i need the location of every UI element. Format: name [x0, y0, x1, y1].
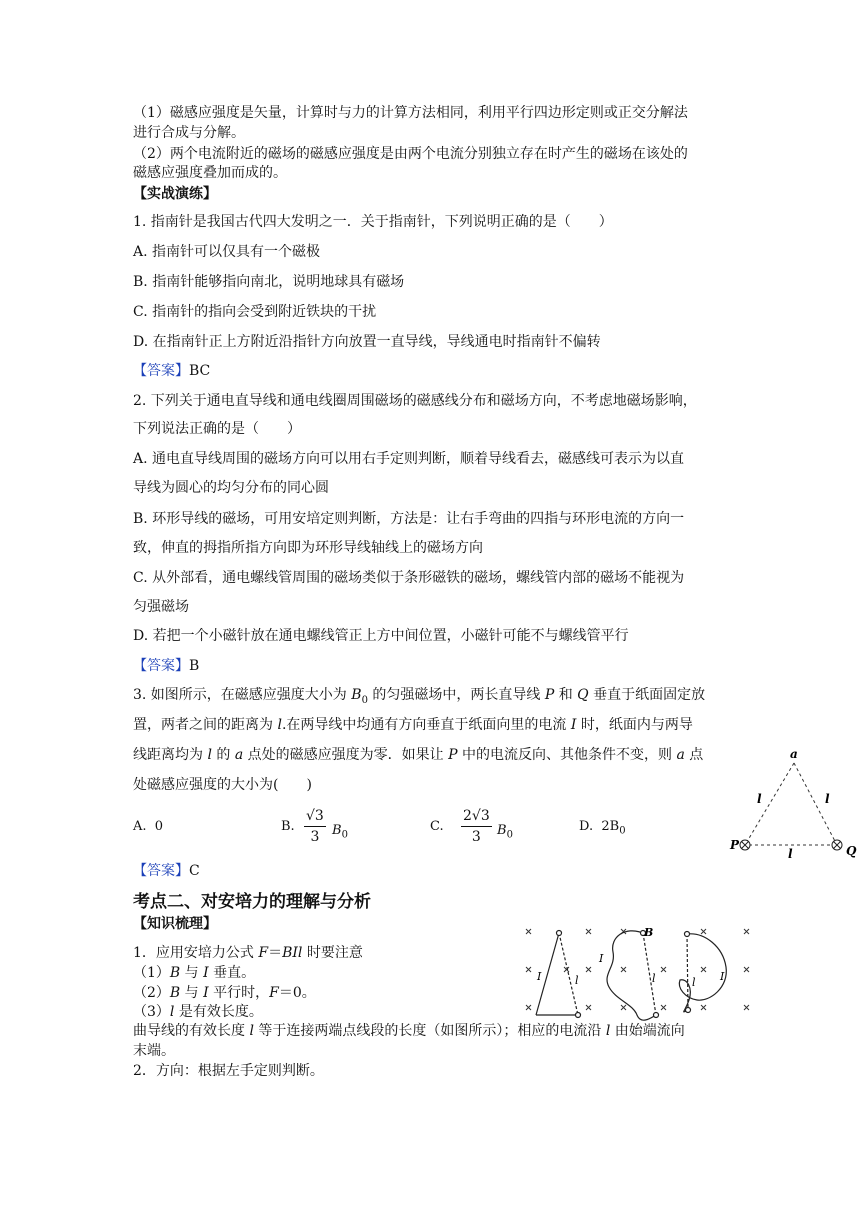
q3-stem-line-2: 置，两者之间的距离为 l.在两导线中均通有方向垂直于纸面向里的电流 I 时，纸面内与两导 — [133, 717, 693, 733]
label-p: P — [730, 838, 740, 852]
q3-stem-line-3: 线距离均为 l 的 a 点处的磁感应强度为零．如果让 P 中的电流反向、其他条件不变，则 a 点 — [133, 747, 704, 763]
label-i-1: I — [537, 970, 542, 983]
q3-choice-a: A. 0 — [133, 819, 164, 834]
q3-choice-d: D. $2B_0$ — [579, 819, 626, 837]
q2-stem-line-2: 下列说法正确的是（ ） — [133, 421, 301, 437]
label-l-bottom: l — [788, 847, 793, 860]
q2-option-d: D. 若把一个小磁针放在通电螺线管正上方中间位置，小磁针可能不与螺线管平行 — [133, 628, 629, 644]
q2-answer-value: B — [189, 658, 200, 674]
q3-choice-b-label: B. — [281, 819, 295, 834]
q2-option-b-line-1: B. 环形导线的磁场，可用安培定则判断，方法是：让右手弯曲的四指与环形电流的方向一 — [133, 511, 685, 527]
q3-stem-line-4: 处磁感应强度的大小为( ) — [133, 777, 312, 793]
label-a: a — [790, 747, 798, 761]
line-a-q — [794, 763, 837, 845]
label-l-2: l — [652, 972, 656, 985]
section-subheading: 【知识梳理】 — [133, 916, 217, 932]
q1-option-c: C. 指南针的指向会受到附近铁块的干扰 — [133, 304, 377, 320]
q2-option-c-line-1: C. 从外部看，通电螺线管周围的磁场类似于条形磁铁的磁场，螺线管内部的磁场不能视为 — [133, 570, 685, 586]
label-l-1: l — [575, 974, 579, 987]
answer-tag: 【答案】 — [133, 658, 189, 674]
label-l-left: l — [757, 792, 762, 806]
line-a-p — [745, 763, 794, 845]
straight-wire-shape — [536, 931, 581, 1018]
answer-tag: 【答案】 — [133, 363, 189, 379]
q1-option-d: D. 在指南针正上方附近沿指针方向放置一直导线，导线通电时指南针不偏转 — [133, 334, 601, 350]
q3-choice-c-fraction: $\frac{2√3}{3}$ — [463, 808, 490, 845]
curved-wire-shape — [607, 931, 658, 1021]
wire-p-into-page-icon — [740, 840, 750, 850]
answer-tag: 【答案】 — [133, 863, 189, 879]
wire-q-into-page-icon — [832, 840, 842, 850]
q3-triangle-figure — [725, 745, 860, 860]
condition-2: （2）B 与 I 平行时，F＝0。 — [133, 985, 316, 1001]
q3-choice-c-label: C. — [430, 819, 444, 834]
label-l-right: l — [825, 792, 830, 806]
condition-3: （3）l 是有效长度。 — [133, 1004, 263, 1020]
effective-length-figure — [515, 922, 760, 1022]
note-1-line-2: 进行合成与分解。 — [133, 125, 245, 141]
label-i-3: I — [720, 970, 725, 983]
q1-stem: 1. 指南针是我国古代四大发明之一．关于指南针，下列说明正确的是（ ） — [133, 214, 613, 230]
note-2-line-2: 磁感应强度叠加而成的。 — [133, 165, 287, 181]
q1-answer — [133, 362, 210, 380]
effective-length-line-1: 曲导线的有效长度 l 等于连接两端点线段的长度（如图所示）；相应的电流沿 l 由始端流向 — [133, 1023, 685, 1039]
effective-length-line-2: 末端。 — [133, 1043, 175, 1059]
q3-answer-value: C — [189, 863, 200, 879]
q3-choice-b-symbol: $B_0$ — [332, 823, 348, 841]
q2-answer — [133, 657, 199, 675]
magnetic-field-cross-marks — [526, 929, 749, 1010]
condition-1: （1）B 与 I 垂直。 — [133, 965, 256, 981]
practice-heading: 【实战演练】 — [133, 186, 217, 202]
q1-answer-value: BC — [189, 363, 211, 379]
q1-option-b: B. 指南针能够指向南北，说明地球具有磁场 — [133, 274, 405, 290]
q2-stem-line-1: 2. 下列关于通电直导线和通电线圈周围磁场的磁感线分布和磁场方向，不考虑地磁场影响， — [133, 393, 697, 409]
label-l-3: l — [692, 976, 696, 989]
q3-stem-line-1: 3. 如图所示，在磁感应强度大小为 $B_0$ 的匀强磁场中，两长直导线 P 和 Q 垂直于纸面固定放 — [133, 687, 706, 706]
direction-rule: 2．方向：根据左手定则判断。 — [133, 1063, 324, 1079]
note-1-line-1: （1）磁感应强度是矢量，计算时与力的计算方法相同，利用平行四边形定则或正交分解法 — [133, 105, 688, 121]
label-b: B — [644, 926, 654, 939]
q3-choice-c-symbol: $B_0$ — [497, 823, 513, 841]
q2-option-c-line-2: 匀强磁场 — [133, 599, 189, 615]
q3-answer — [133, 862, 200, 880]
label-i-2: I — [599, 952, 604, 965]
symbol-B: B — [351, 687, 362, 703]
section-title: 考点二、对安培力的理解与分析 — [133, 892, 371, 912]
note-2-line-1: （2）两个电流附近的磁场的磁感应强度是由两个电流分别独立存在时产生的磁场在该处的 — [133, 146, 688, 162]
label-q: Q — [846, 844, 857, 858]
q1-option-a: A. 指南针可以仅具有一个磁极 — [133, 244, 321, 260]
q2-option-a-line-1: A. 通电直导线周围的磁场方向可以用右手定则判断，顺着导线看去，磁感线可表示为以直 — [133, 451, 685, 467]
formula-note: 1．应用安培力公式 F＝BIl 时要注意 — [133, 945, 363, 961]
q3-choice-b-fraction: $\frac{√3}{3}$ — [306, 808, 324, 845]
q2-option-b-line-2: 致，伸直的拇指所指方向即为环形导线轴线上的磁场方向 — [133, 540, 483, 556]
q2-option-a-line-2: 导线为圆心的均匀分布的同心圆 — [133, 480, 329, 496]
